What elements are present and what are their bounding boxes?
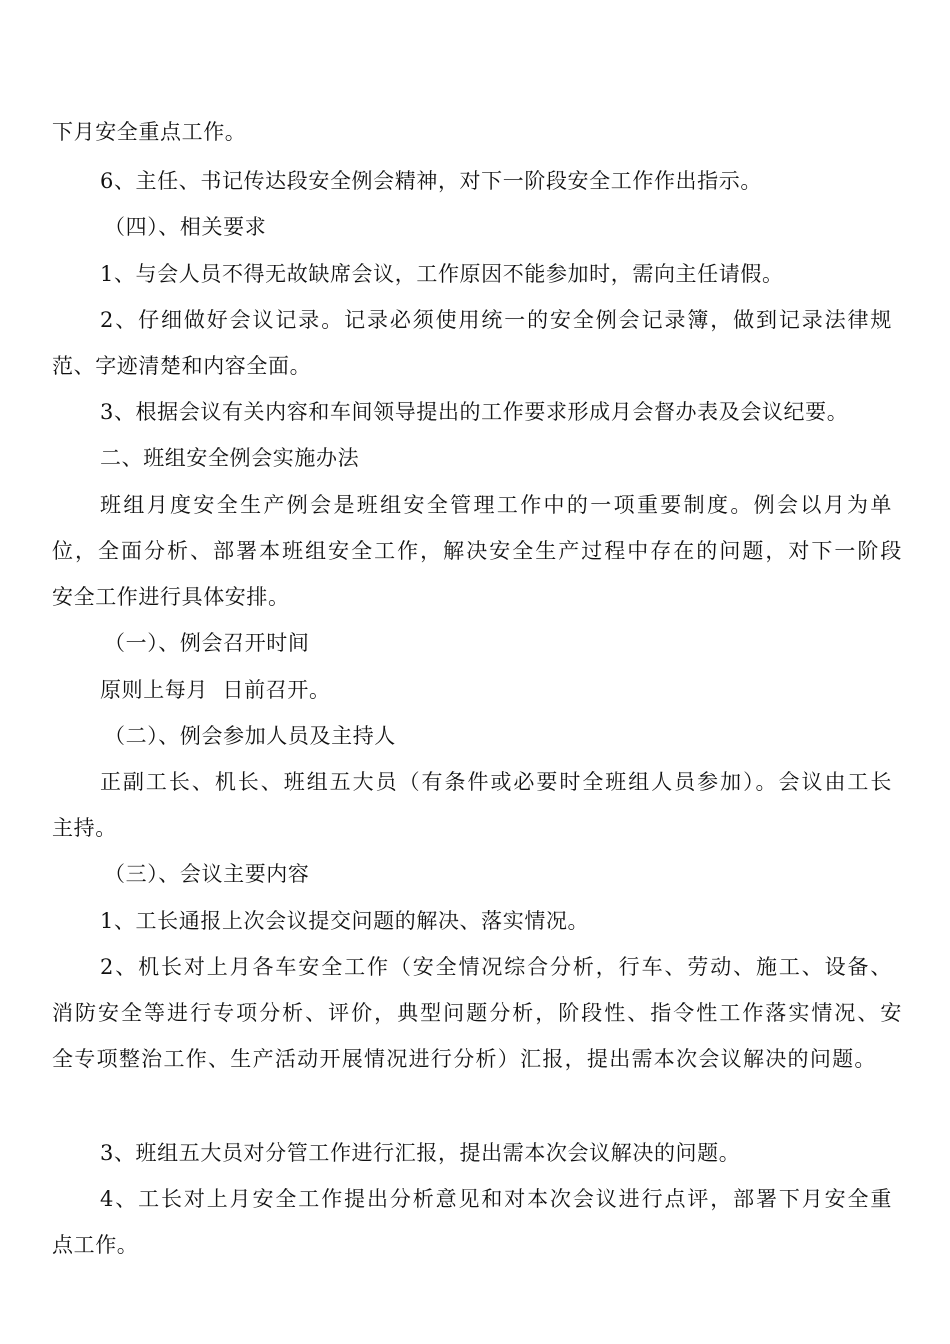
text-line: 3、班组五大员对分管工作进行汇报，提出需本次会议解决的问题。 [100,1141,741,1165]
text-line: 范、字迹清楚和内容全面。 [52,354,312,378]
section-heading: （三）、会议主要内容 [104,862,310,886]
text-line: 原则上每月 日前召开。 [100,678,331,702]
text-line: 全专项整治工作、生产活动开展情况进行分析）汇报，提出需本次会议解决的问题。 [52,1047,876,1071]
text-line: 消防安全等进行专项分析、评价，典型问题分析，阶段性、指令性工作落实情况、安 [52,1001,902,1025]
text-line: 4、工长对上月安全工作提出分析意见和对本次会议进行点评，部署下月安全重 [100,1187,892,1211]
text-line: 下月安全重点工作。 [52,120,247,144]
text-line: 2、机长对上月各车安全工作（安全情况综合分析，行车、劳动、施工、设备、 [100,955,892,979]
text-line: 3、根据会议有关内容和车间领导提出的工作要求形成月会督办表及会议纪要。 [100,400,849,424]
text-line: 位，全面分析、部署本班组安全工作，解决安全生产过程中存在的问题，对下一阶段 [52,539,902,563]
text-line: 安全工作进行具体安排。 [52,585,290,609]
section-heading: （四）、相关要求 [104,215,267,239]
text-line: 点工作。 [52,1233,139,1257]
text-line: 1、工长通报上次会议提交问题的解决、落实情况。 [100,909,590,933]
section-heading: 二、班组安全例会实施办法 [100,446,360,470]
section-heading: （一）、例会召开时间 [104,631,310,655]
text-line: 2、仔细做好会议记录。记录必须使用统一的安全例会记录簿，做到记录法律规 [100,308,892,332]
section-heading: （二）、例会参加人员及主持人 [104,724,396,748]
text-line: 6、主任、书记传达段安全例会精神，对下一阶段安全工作作出指示。 [100,169,762,193]
text-line: 主持。 [52,816,117,840]
text-line: 正副工长、机长、班组五大员（有条件或必要时全班组人员参加）。会议由工长 [100,770,892,794]
text-line: 1、与会人员不得无故缺席会议，工作原因不能参加时，需向主任请假。 [100,262,784,286]
text-line: 班组月度安全生产例会是班组安全管理工作中的一项重要制度。例会以月为单 [100,493,892,517]
